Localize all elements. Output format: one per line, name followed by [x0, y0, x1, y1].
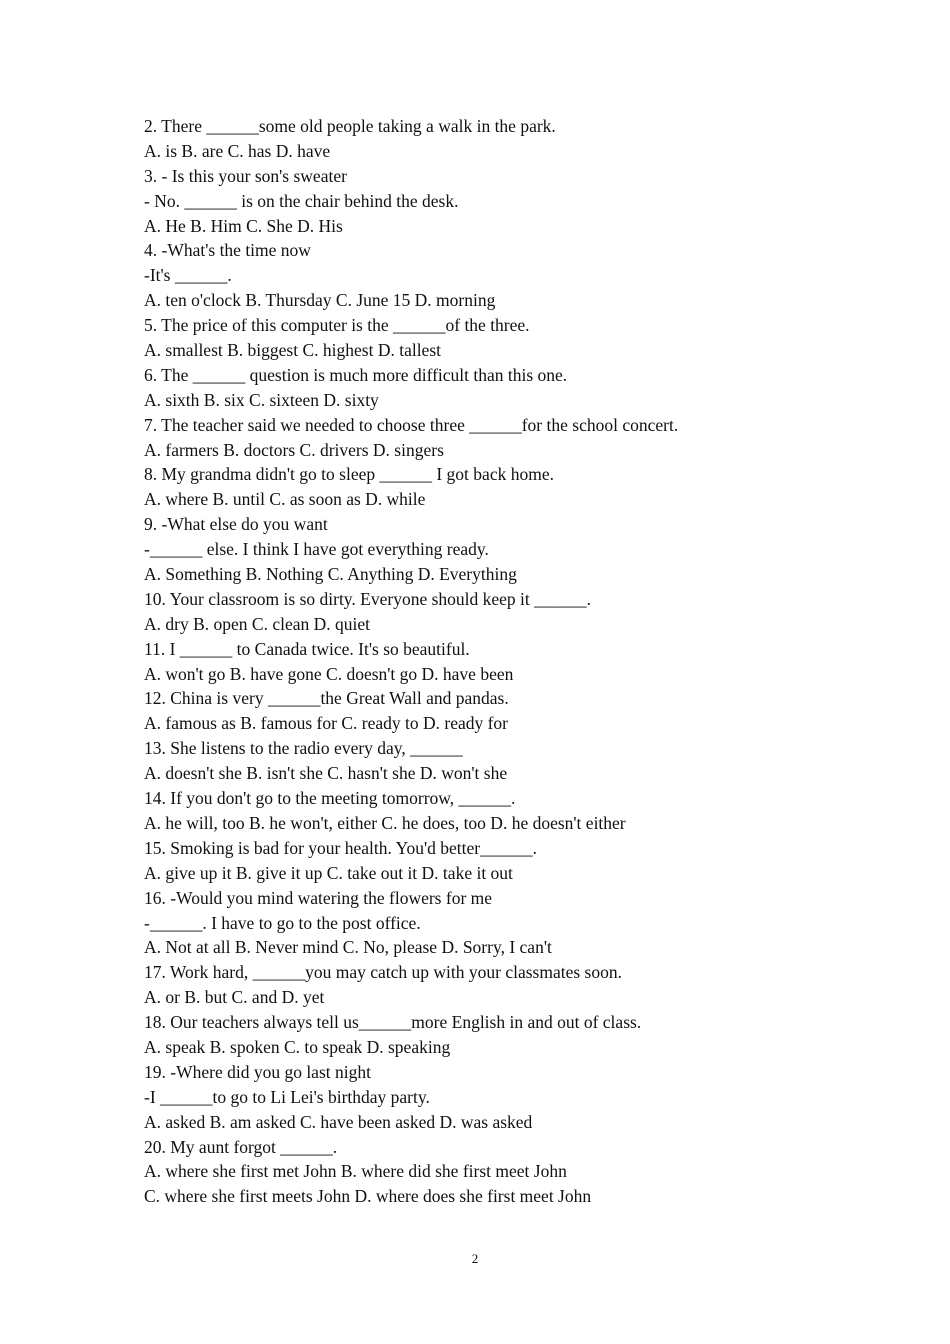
question-line: 19. -Where did you go last night — [144, 1061, 371, 1082]
answer-options-line: A. give up it B. give it up C. take out it D. take it out — [144, 862, 513, 883]
question-line: 11. I ______ to Canada twice. It's so beautiful. — [144, 638, 470, 659]
question-line: 15. Smoking is bad for your health. You'd better______. — [144, 837, 537, 858]
dialogue-line: - No. ______ is on the chair behind the desk. — [144, 190, 459, 211]
page-number: 2 — [471, 1251, 479, 1266]
question-line: 16. -Would you mind watering the flowers for me — [144, 887, 493, 908]
question-line: 2. There ______some old people taking a walk in the park. — [144, 116, 556, 136]
question-line: 14. If you don't go to the meeting tomorrow, ______. — [144, 788, 516, 809]
question-line: 6. The ______ question is much more difficult than this one. — [144, 364, 568, 385]
answer-options-line: A. asked B. am asked C. have been asked D. was asked — [144, 1111, 533, 1132]
question-line: 3. - Is this your son's sweater — [144, 165, 347, 186]
answer-options-line: A. doesn't she B. isn't she C. hasn't she D. won't she — [144, 763, 508, 784]
question-line: 18. Our teachers always tell us______more English in and out of class. — [144, 1012, 642, 1033]
question-line: 4. -What's the time now — [144, 240, 311, 261]
answer-options-line: A. famous as B. famous for C. ready to D. ready for — [144, 713, 509, 734]
dialogue-line: -I ______to go to Li Lei's birthday party. — [144, 1086, 430, 1107]
question-line: 20. My aunt forgot ______. — [144, 1136, 338, 1157]
question-line: 10. Your classroom is so dirty. Everyone should keep it ______. — [144, 588, 592, 609]
answer-options-line: A. farmers B. doctors C. drivers D. singers — [144, 439, 444, 460]
answer-options-line: A. smallest B. biggest C. highest D. tallest — [144, 340, 441, 361]
answer-options-line: A. dry B. open C. clean D. quiet — [144, 613, 370, 634]
question-line: 8. My grandma didn't go to sleep ______ I got back home. — [144, 464, 554, 485]
answer-options-line: A. where she first met John B. where did she first meet John — [144, 1161, 567, 1182]
answer-options-line: A. He B. Him C. She D. His — [144, 215, 343, 236]
question-line: 13. She listens to the radio every day, ______ — [144, 738, 463, 759]
answer-options-line: A. sixth B. six C. sixteen D. sixty — [144, 389, 379, 410]
question-line: 7. The teacher said we needed to choose three ______for the school concert. — [144, 414, 679, 435]
dialogue-line: -______ else. I think I have got everything ready. — [144, 539, 489, 560]
answer-options-line: A. or B. but C. and D. yet — [144, 987, 325, 1008]
question-line: 17. Work hard, ______you may catch up with your classmates soon. — [144, 962, 622, 983]
answer-options-line: A. where B. until C. as soon as D. while — [144, 489, 426, 510]
answer-options-line: A. won't go B. have gone C. doesn't go D. have been — [144, 663, 514, 684]
answer-options-line: A. is B. are C. has D. have — [144, 140, 331, 161]
question-line: 12. China is very ______the Great Wall and pandas. — [144, 688, 509, 709]
answer-options-line: A. speak B. spoken C. to speak D. speaking — [144, 1036, 451, 1057]
question-list — [144, 114, 844, 1209]
question-line: 5. The price of this computer is the ______of the three. — [144, 315, 530, 336]
answer-options-line: A. Something B. Nothing C. Anything D. Everything — [144, 564, 517, 585]
answer-options-line: A. ten o'clock B. Thursday C. June 15 D. morning — [144, 290, 496, 311]
answer-options-line: A. Not at all B. Never mind C. No, please D. Sorry, I can't — [144, 937, 552, 958]
dialogue-line: -______. I have to go to the post office. — [144, 912, 421, 933]
answer-options-line: C. where she first meets John D. where does she first meet John — [144, 1186, 592, 1207]
dialogue-line: -It's ______. — [144, 265, 232, 286]
question-line: 9. -What else do you want — [144, 514, 328, 535]
answer-options-line: A. he will, too B. he won't, either C. he does, too D. he doesn't either — [144, 812, 626, 833]
